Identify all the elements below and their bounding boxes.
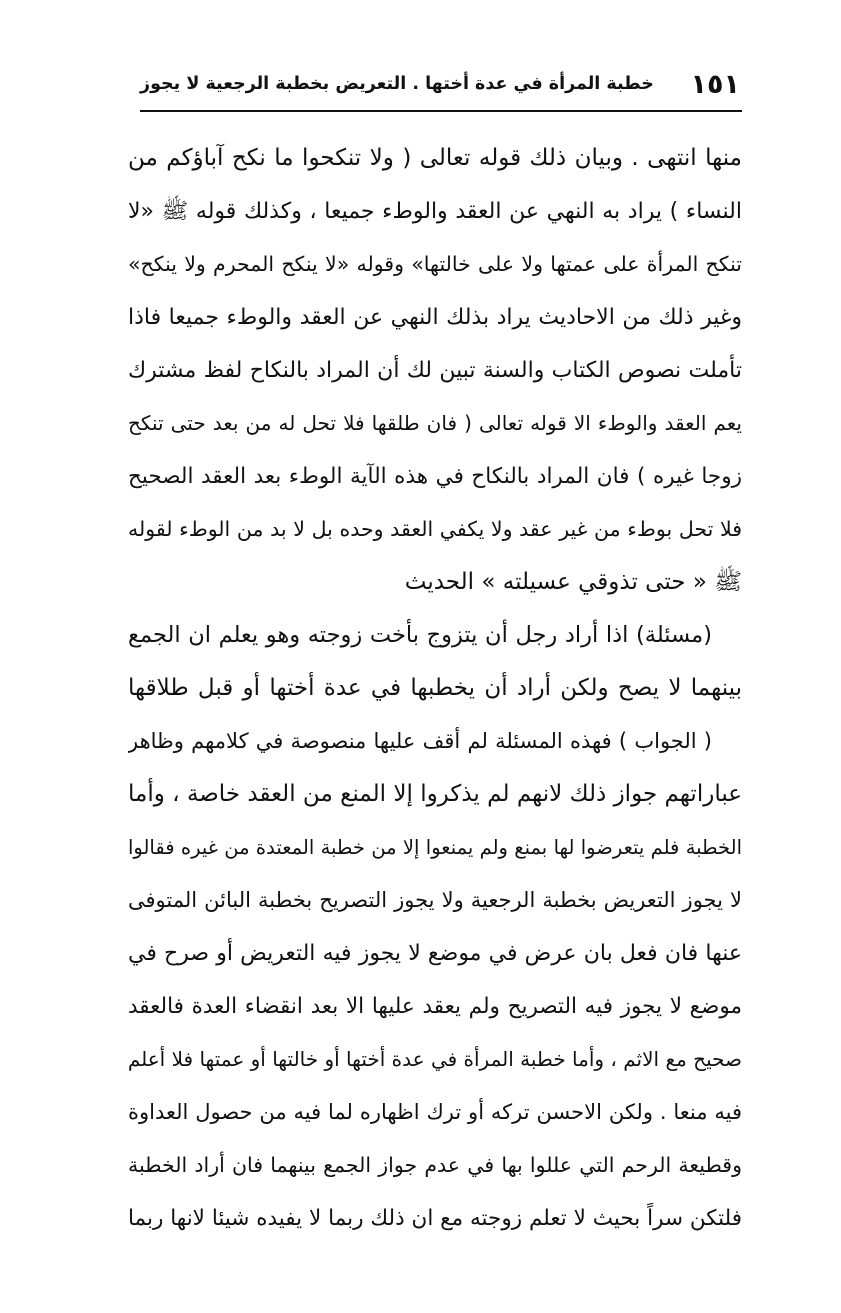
running-head: خطبة المرأة في عدة أختها . التعريض بخطبة الرجعية لا يجوز [140,74,654,94]
text-line: فلا تحل بوطء من غير عقد ولا يكفي العقد وحده بل لا بد من الوطء لقوله [128,517,742,541]
text-line: زوجا غيره ) فان المراد بالنكاح في هذه الآية الوطء بعد العقد الصحيح [128,464,742,489]
text-line: بينهما لا يصح ولكن أراد أن يخطبها في عدة أختها أو قبل طلاقها [128,675,742,701]
text-line: عنها فان فعل بان عرض في موضع لا يجوز فيه التعريض أو صرح في [128,941,742,966]
text-line: تأملت نصوص الكتاب والسنة تبين لك أن المراد بالنكاح لفظ مشترك [128,358,742,383]
question-line: (مسئلة) اذا أراد رجل أن يتزوج بأخت زوجته وهو يعلم ان الجمع [128,622,712,648]
text-line: صحيح مع الاثم ، وأما خطبة المرأة في عدة أختها أو خالتها أو عمتها فلا أعلم [128,1047,742,1071]
text-line: فلتكن سراً بحيث لا تعلم زوجته مع ان ذلك ربما لا يفيده شيئا لانها ربما [128,1206,742,1231]
answer-line: ( الجواب ) فهذه المسئلة لم أقف عليها منصوصة في كلامهم وظاهر [128,729,712,753]
text-line: يعم العقد والوطء الا قوله تعالى ( فان طلقها فلا تحل له من بعد حتى تنكح [128,411,742,435]
text-line: لا يجوز التعريض بخطبة الرجعية ولا يجوز التصريح بخطبة البائن المتوفى [128,888,742,912]
text-line: وقطيعة الرحم التي عللوا بها في عدم جواز الجمع بينهما فان أراد الخطبة [128,1153,742,1177]
text-line: النساء ) يراد به النهي عن العقد والوطء جميعا ، وكذلك قوله ﷺ «لا [128,199,742,224]
text-line: عباراتهم جواز ذلك لانهم لم يذكروا إلا المنع من العقد خاصة ، وأما [128,781,742,807]
page-header [140,62,740,106]
text-line: تنكح المرأة على عمتها ولا على خالتها» وقوله «لا ينكح المحرم ولا ينكح» [128,252,742,276]
text-line: ﷺ « حتى تذوقي عسيلته » الحديث [404,569,742,595]
header-divider [140,110,742,112]
body-text [128,132,742,1245]
text-line: فيه منعا . ولكن الاحسن تركه أو ترك اظهاره لما فيه من حصول العداوة [128,1100,742,1124]
text-line: الخطبة فلم يتعرضوا لها بمنع ولم يمنعوا إلا من خطبة المعتدة من غيره فقالوا [128,836,742,859]
text-line: منها انتهى . وبيان ذلك قوله تعالى ( ولا تنكحوا ما نكح آباؤكم من [128,145,742,171]
page-number: ١٥١ [690,68,740,100]
text-line: وغير ذلك من الاحاديث يراد بذلك النهي عن العقد والوطء جميعا فاذا [128,305,742,330]
text-line: موضع لا يجوز فيه التصريح ولم يعقد عليها الا بعد انقضاء العدة فالعقد [128,994,742,1019]
